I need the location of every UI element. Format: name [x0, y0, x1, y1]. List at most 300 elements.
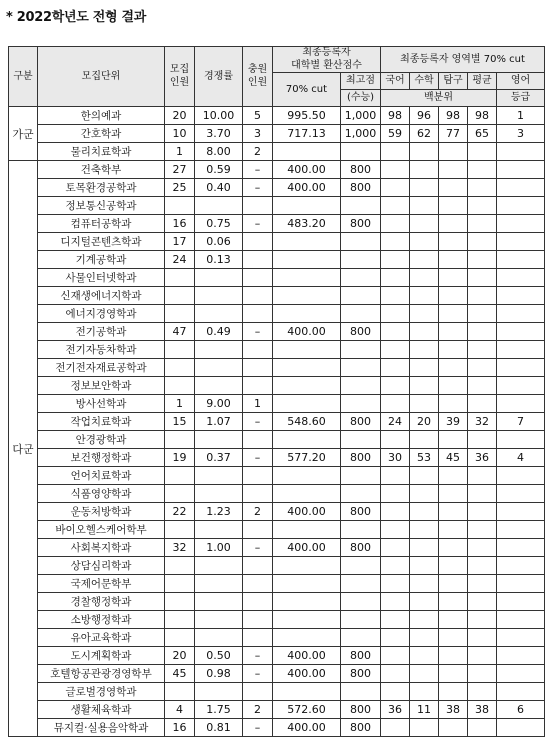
average-cell: [468, 683, 497, 701]
english-cell: [497, 323, 545, 341]
cut70-cell: [273, 269, 341, 287]
header-extra-line1: 충원: [247, 64, 268, 75]
unit-cell: 소방행정학과: [38, 611, 165, 629]
quota-cell: [165, 575, 195, 593]
table-row: [9, 197, 545, 215]
korean-cell: [381, 305, 410, 323]
unit-cell: 글로벌경영학과: [38, 683, 165, 701]
extra-cell: [243, 593, 273, 611]
table-row: [9, 395, 545, 413]
header-math: 수학: [410, 73, 439, 90]
english-cell: [497, 557, 545, 575]
rate-cell: [195, 287, 243, 305]
math-cell: [410, 197, 439, 215]
korean-cell: [381, 467, 410, 485]
english-cell: [497, 197, 545, 215]
cut70-cell: 400.00: [273, 323, 341, 341]
cut70-cell: 400.00: [273, 179, 341, 197]
table-row: [9, 341, 545, 359]
inquiry-cell: [439, 197, 468, 215]
english-cell: [497, 629, 545, 647]
math-cell: 62: [410, 125, 439, 143]
unit-cell: 전기공학과: [38, 323, 165, 341]
math-cell: [410, 485, 439, 503]
english-cell: 7: [497, 413, 545, 431]
header-max: 최고점: [341, 73, 381, 90]
table-row: [9, 593, 545, 611]
average-cell: [468, 269, 497, 287]
table-row: [9, 575, 545, 593]
table-header: [9, 47, 545, 107]
header-rate: 경쟁률: [195, 47, 243, 107]
math-cell: [410, 647, 439, 665]
max-cell: [341, 575, 381, 593]
max-cell: [341, 629, 381, 647]
unit-cell: 생활체육학과: [38, 701, 165, 719]
math-cell: [410, 359, 439, 377]
quota-cell: 20: [165, 107, 195, 125]
average-cell: 65: [468, 125, 497, 143]
korean-cell: [381, 269, 410, 287]
unit-cell: 국제어문학부: [38, 575, 165, 593]
english-cell: [497, 233, 545, 251]
unit-cell: 언어치료학과: [38, 467, 165, 485]
english-cell: 4: [497, 449, 545, 467]
rate-cell: [195, 575, 243, 593]
unit-cell: 유아교육학과: [38, 629, 165, 647]
cut70-cell: 717.13: [273, 125, 341, 143]
unit-cell: 토목환경공학과: [38, 179, 165, 197]
unit-cell: 정보통신공학과: [38, 197, 165, 215]
quota-cell: 17: [165, 233, 195, 251]
extra-cell: [243, 197, 273, 215]
table-row: [9, 629, 545, 647]
quota-cell: [165, 593, 195, 611]
english-cell: [497, 683, 545, 701]
korean-cell: [381, 197, 410, 215]
rate-cell: [195, 305, 243, 323]
inquiry-cell: [439, 233, 468, 251]
korean-cell: [381, 395, 410, 413]
english-cell: [497, 431, 545, 449]
korean-cell: [381, 431, 410, 449]
unit-cell: 물리치료학과: [38, 143, 165, 161]
quota-cell: [165, 287, 195, 305]
math-cell: [410, 611, 439, 629]
inquiry-cell: [439, 719, 468, 737]
inquiry-cell: [439, 593, 468, 611]
cut70-cell: [273, 377, 341, 395]
quota-cell: 1: [165, 395, 195, 413]
max-cell: [341, 305, 381, 323]
korean-cell: 59: [381, 125, 410, 143]
rate-cell: 9.00: [195, 395, 243, 413]
inquiry-cell: [439, 575, 468, 593]
header-english: 영어: [497, 73, 545, 90]
quota-cell: 4: [165, 701, 195, 719]
rate-cell: 8.00: [195, 143, 243, 161]
unit-cell: 신재생에너지학과: [38, 287, 165, 305]
cut70-cell: 572.60: [273, 701, 341, 719]
inquiry-cell: [439, 503, 468, 521]
inquiry-cell: [439, 251, 468, 269]
table-row: [9, 323, 545, 341]
table-body: [9, 107, 545, 737]
extra-cell: –: [243, 539, 273, 557]
unit-cell: 디지털콘텐츠학과: [38, 233, 165, 251]
english-cell: [497, 251, 545, 269]
inquiry-cell: [439, 323, 468, 341]
english-cell: [497, 395, 545, 413]
extra-cell: 5: [243, 107, 273, 125]
rate-cell: [195, 197, 243, 215]
math-cell: [410, 593, 439, 611]
average-cell: [468, 719, 497, 737]
max-cell: 800: [341, 539, 381, 557]
inquiry-cell: 38: [439, 701, 468, 719]
unit-cell: 전기전자재료공학과: [38, 359, 165, 377]
extra-cell: [243, 269, 273, 287]
header-registered-line2: 대학별 환산점수: [291, 59, 362, 71]
average-cell: [468, 629, 497, 647]
average-cell: 32: [468, 413, 497, 431]
table-row: [9, 215, 545, 233]
korean-cell: [381, 179, 410, 197]
korean-cell: [381, 719, 410, 737]
extra-cell: [243, 683, 273, 701]
english-cell: [497, 305, 545, 323]
rate-cell: [195, 629, 243, 647]
rate-cell: 10.00: [195, 107, 243, 125]
max-cell: [341, 683, 381, 701]
extra-cell: [243, 521, 273, 539]
average-cell: [468, 431, 497, 449]
rate-cell: 0.50: [195, 647, 243, 665]
quota-cell: 15: [165, 413, 195, 431]
math-cell: [410, 341, 439, 359]
extra-cell: –: [243, 179, 273, 197]
table-row: [9, 557, 545, 575]
max-cell: [341, 233, 381, 251]
english-cell: [497, 521, 545, 539]
cut70-cell: [273, 557, 341, 575]
unit-cell: 사물인터넷학과: [38, 269, 165, 287]
average-cell: [468, 143, 497, 161]
page-title: * 2022학년도 전형 결과: [6, 10, 146, 25]
extra-cell: 3: [243, 125, 273, 143]
rate-cell: 0.81: [195, 719, 243, 737]
max-cell: [341, 611, 381, 629]
max-cell: 800: [341, 161, 381, 179]
math-cell: 20: [410, 413, 439, 431]
english-cell: [497, 215, 545, 233]
inquiry-cell: [439, 161, 468, 179]
math-cell: [410, 269, 439, 287]
english-cell: [497, 359, 545, 377]
header-grade: 등급: [497, 90, 545, 107]
english-cell: [497, 377, 545, 395]
extra-cell: 2: [243, 701, 273, 719]
math-cell: [410, 575, 439, 593]
cut70-cell: [273, 467, 341, 485]
group-label: 가군: [9, 107, 38, 161]
korean-cell: [381, 215, 410, 233]
average-cell: [468, 395, 497, 413]
cut70-cell: 400.00: [273, 539, 341, 557]
quota-cell: 20: [165, 647, 195, 665]
english-cell: [497, 179, 545, 197]
table-row: [9, 431, 545, 449]
quota-cell: [165, 557, 195, 575]
quota-cell: [165, 305, 195, 323]
english-cell: 1: [497, 107, 545, 125]
header-registered-line1: 최종등록자: [302, 47, 351, 58]
quota-cell: 45: [165, 665, 195, 683]
rate-cell: 0.40: [195, 179, 243, 197]
math-cell: [410, 323, 439, 341]
max-cell: 800: [341, 719, 381, 737]
max-cell: 800: [341, 449, 381, 467]
max-cell: [341, 287, 381, 305]
cut70-cell: [273, 305, 341, 323]
extra-cell: –: [243, 647, 273, 665]
inquiry-cell: [439, 521, 468, 539]
math-cell: [410, 467, 439, 485]
quota-cell: 27: [165, 161, 195, 179]
table-row: [9, 359, 545, 377]
english-cell: [497, 719, 545, 737]
math-cell: [410, 557, 439, 575]
extra-cell: –: [243, 719, 273, 737]
quota-cell: [165, 467, 195, 485]
average-cell: [468, 557, 497, 575]
max-cell: 800: [341, 215, 381, 233]
unit-cell: 보건행정학과: [38, 449, 165, 467]
header-area-cut: 최종등록자 영역별 70% cut: [381, 47, 545, 73]
extra-cell: [243, 341, 273, 359]
english-cell: [497, 575, 545, 593]
average-cell: [468, 539, 497, 557]
quota-cell: [165, 197, 195, 215]
average-cell: [468, 467, 497, 485]
korean-cell: [381, 629, 410, 647]
header-cut70: 70% cut: [273, 73, 341, 107]
header-average: 평균: [468, 73, 497, 90]
quota-cell: 47: [165, 323, 195, 341]
group-label: 다군: [9, 161, 38, 737]
header-group: 구분: [9, 47, 38, 107]
table-row: [9, 233, 545, 251]
math-cell: 11: [410, 701, 439, 719]
cut70-cell: 400.00: [273, 161, 341, 179]
extra-cell: [243, 575, 273, 593]
inquiry-cell: [439, 485, 468, 503]
max-cell: 1,000: [341, 125, 381, 143]
max-cell: 1,000: [341, 107, 381, 125]
korean-cell: [381, 377, 410, 395]
header-unit: 모집단위: [38, 47, 165, 107]
extra-cell: –: [243, 161, 273, 179]
rate-cell: 1.07: [195, 413, 243, 431]
max-cell: 800: [341, 503, 381, 521]
cut70-cell: [273, 251, 341, 269]
korean-cell: [381, 143, 410, 161]
korean-cell: [381, 341, 410, 359]
average-cell: [468, 251, 497, 269]
math-cell: [410, 179, 439, 197]
extra-cell: 1: [243, 395, 273, 413]
inquiry-cell: 45: [439, 449, 468, 467]
inquiry-cell: [439, 467, 468, 485]
extra-cell: [243, 251, 273, 269]
math-cell: [410, 161, 439, 179]
average-cell: 36: [468, 449, 497, 467]
max-cell: [341, 431, 381, 449]
korean-cell: [381, 161, 410, 179]
table-row: [9, 485, 545, 503]
table-row: [9, 107, 545, 125]
korean-cell: [381, 575, 410, 593]
inquiry-cell: [439, 611, 468, 629]
korean-cell: [381, 539, 410, 557]
header-quota-line2: 인원: [169, 76, 190, 88]
english-cell: [497, 287, 545, 305]
quota-cell: [165, 431, 195, 449]
extra-cell: [243, 305, 273, 323]
average-cell: [468, 179, 497, 197]
extra-cell: [243, 467, 273, 485]
cut70-cell: 400.00: [273, 503, 341, 521]
cut70-cell: 400.00: [273, 647, 341, 665]
max-cell: [341, 467, 381, 485]
table-row: [9, 611, 545, 629]
inquiry-cell: [439, 431, 468, 449]
math-cell: [410, 287, 439, 305]
extra-cell: –: [243, 215, 273, 233]
inquiry-cell: [439, 359, 468, 377]
unit-cell: 작업치료학과: [38, 413, 165, 431]
max-cell: [341, 395, 381, 413]
cut70-cell: [273, 521, 341, 539]
header-quota: [165, 47, 195, 107]
cut70-cell: [273, 359, 341, 377]
average-cell: [468, 521, 497, 539]
average-cell: [468, 503, 497, 521]
inquiry-cell: [439, 215, 468, 233]
extra-cell: –: [243, 323, 273, 341]
header-extra: [243, 47, 273, 107]
unit-cell: 운동처방학과: [38, 503, 165, 521]
average-cell: 98: [468, 107, 497, 125]
inquiry-cell: [439, 539, 468, 557]
extra-cell: [243, 377, 273, 395]
korean-cell: [381, 521, 410, 539]
table-row: [9, 665, 545, 683]
english-cell: [497, 647, 545, 665]
cut70-cell: [273, 233, 341, 251]
korean-cell: 36: [381, 701, 410, 719]
rate-cell: 1.75: [195, 701, 243, 719]
inquiry-cell: [439, 557, 468, 575]
cut70-cell: [273, 593, 341, 611]
average-cell: [468, 359, 497, 377]
extra-cell: –: [243, 413, 273, 431]
inquiry-cell: [439, 179, 468, 197]
quota-cell: [165, 521, 195, 539]
cut70-cell: [273, 143, 341, 161]
max-cell: 800: [341, 323, 381, 341]
table-row: [9, 503, 545, 521]
english-cell: 3: [497, 125, 545, 143]
max-cell: [341, 521, 381, 539]
cut70-cell: 548.60: [273, 413, 341, 431]
unit-cell: 도시계획학과: [38, 647, 165, 665]
rate-cell: [195, 377, 243, 395]
header-percentile: 백분위: [381, 90, 497, 107]
rate-cell: [195, 431, 243, 449]
cut70-cell: 400.00: [273, 665, 341, 683]
max-cell: 800: [341, 413, 381, 431]
quota-cell: [165, 359, 195, 377]
english-cell: [497, 539, 545, 557]
quota-cell: 16: [165, 215, 195, 233]
table-row: [9, 521, 545, 539]
average-cell: [468, 323, 497, 341]
cut70-cell: [273, 629, 341, 647]
korean-cell: 24: [381, 413, 410, 431]
cut70-cell: 400.00: [273, 719, 341, 737]
extra-cell: [243, 557, 273, 575]
table-row: [9, 719, 545, 737]
inquiry-cell: [439, 287, 468, 305]
unit-cell: 식품영양학과: [38, 485, 165, 503]
average-cell: [468, 161, 497, 179]
inquiry-cell: [439, 629, 468, 647]
average-cell: [468, 287, 497, 305]
cut70-cell: 577.20: [273, 449, 341, 467]
unit-cell: 방사선학과: [38, 395, 165, 413]
english-cell: [497, 665, 545, 683]
cut70-cell: [273, 575, 341, 593]
quota-cell: [165, 485, 195, 503]
rate-cell: 0.13: [195, 251, 243, 269]
inquiry-cell: [439, 305, 468, 323]
rate-cell: 0.06: [195, 233, 243, 251]
math-cell: [410, 233, 439, 251]
header-quota-line1: 모집: [169, 64, 190, 75]
max-cell: [341, 485, 381, 503]
average-cell: [468, 215, 497, 233]
table-row: [9, 125, 545, 143]
english-cell: 6: [497, 701, 545, 719]
english-cell: [497, 341, 545, 359]
average-cell: [468, 593, 497, 611]
quota-cell: [165, 683, 195, 701]
unit-cell: 건축학부: [38, 161, 165, 179]
table-row: [9, 287, 545, 305]
max-cell: 800: [341, 701, 381, 719]
inquiry-cell: [439, 647, 468, 665]
math-cell: [410, 431, 439, 449]
rate-cell: 0.59: [195, 161, 243, 179]
math-cell: [410, 629, 439, 647]
math-cell: [410, 305, 439, 323]
math-cell: [410, 521, 439, 539]
math-cell: [410, 665, 439, 683]
cut70-cell: [273, 197, 341, 215]
quota-cell: 25: [165, 179, 195, 197]
table-row: [9, 179, 545, 197]
